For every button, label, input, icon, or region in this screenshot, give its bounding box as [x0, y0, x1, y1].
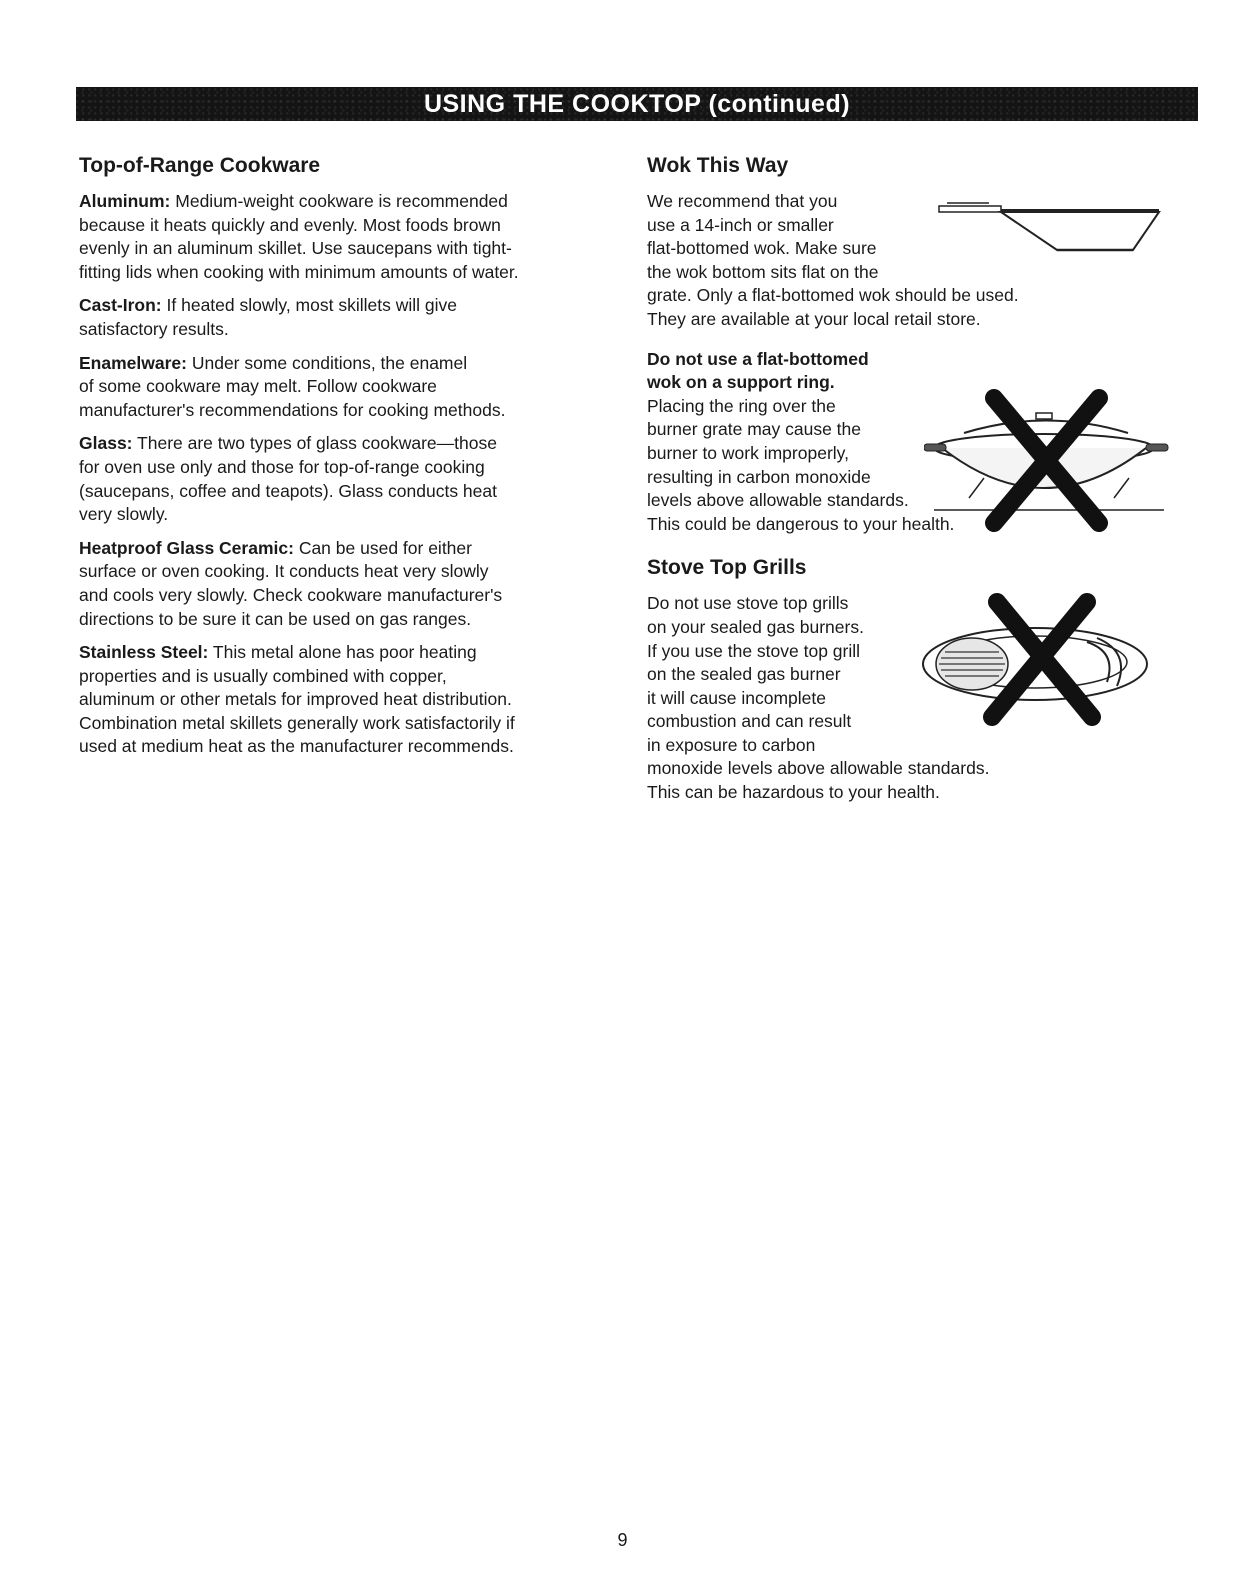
grills-heading: Stove Top Grills: [647, 556, 807, 580]
glass-paragraph: Glass: There are two types of glass cookware—those for oven use only and those for top-of-range cooking (saucepans, coffee and teapots). Glass conducts heat very slowly.: [79, 433, 497, 525]
wok-paragraph: We recommend that you use a 14-inch or smaller flat-bottomed wok. Make sure the wok bottom sits flat on the grate. Only a flat-bottomed wok should be used. They are available at your local retail store.: [647, 191, 1019, 329]
right-column: [647, 152, 1167, 805]
aluminum-term: Aluminum:: [79, 191, 171, 211]
aluminum-paragraph: Aluminum: Medium-weight cookware is recommended because it heats quickly and evenly. Most foods brown evenly in an aluminum skillet. Use saucepans with tight- fitting lids when cooking with minimum amounts of water.: [79, 191, 519, 282]
stainless-steel-term: Stainless Steel:: [79, 642, 209, 663]
flat-wok-illustration: [937, 190, 1167, 265]
stainless-steel-paragraph: Stainless Steel: This metal alone has poor heating properties and is usually combined with copper, aluminum or other metals for improved heat distribution. Combination metal skillets generally work satisfactorily if used at medium heat as the manufacturer recommends.: [79, 642, 515, 757]
cast-iron-paragraph: Cast-Iron: If heated slowly, most skillets will give satisfactory results.: [79, 295, 457, 339]
left-column: [79, 152, 599, 769]
support-ring-wok-prohibited-illustration: [924, 388, 1170, 538]
cast-iron-term: Cast-Iron:: [79, 295, 162, 316]
wok-heading: Wok This Way: [647, 154, 789, 177]
wok-warning-paragraph: Do not use a flat-bottomed wok on a support ring. Placing the ring over the burner grate may cause the burner to work improperly, resulting in carbon monoxide levels above allowable standards. This could be dangerous to your health.: [647, 348, 955, 534]
glass-ceramic-paragraph: Heatproof Glass Ceramic: Can be used for either surface or oven cooking. It conducts heat very slowly and cools very slowly. Check cookware manufacturer's directions to be sure it can be used on gas ranges.: [79, 537, 503, 629]
glass-ceramic-term: Heatproof Glass Ceramic:: [79, 537, 294, 558]
glass-term: Glass:: [79, 433, 133, 454]
stove-top-grill-prohibited-illustration: [917, 592, 1157, 732]
grills-paragraph: Do not use stove top grills on your sealed gas burners. If you use the stove top grill on the sealed gas burner it will cause incomplete combustion and can result in exposure to carbon monoxide levels above allowable standards. This can be hazardous to your health.: [647, 593, 990, 803]
wok-section: [647, 190, 1167, 536]
section-banner: [76, 87, 1198, 121]
grills-section: [647, 592, 1167, 804]
page-number: 9: [617, 1530, 628, 1550]
enamelware-paragraph: Enamelware: Under some conditions, the enamel of some cookware may melt. Follow cookware manufacturer's recommendations for cooking methods.: [79, 352, 506, 420]
cookware-heading: Top-of-Range Cookware: [79, 154, 321, 177]
enamelware-term: Enamelware:: [79, 352, 187, 373]
banner-title: USING THE COOKTOP (continued): [423, 89, 851, 118]
wok-warning-heading: Do not use a flat-bottomed: [647, 348, 869, 369]
